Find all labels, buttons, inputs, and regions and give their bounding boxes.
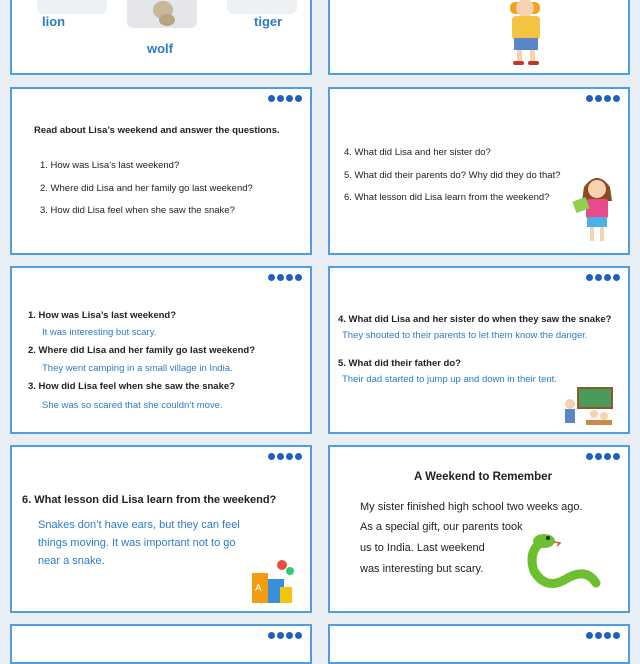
slide-dots [268,95,302,102]
dot-icon [277,632,284,639]
dot-icon [268,453,275,460]
dot-icon [613,95,620,102]
dot-icon [268,632,275,639]
dot-icon [295,632,302,639]
answer-3: She was so scared that she couldn’t move. [42,400,223,411]
slide-answers-2 [328,266,630,434]
slide-answer-6 [10,445,312,613]
girl-with-book-illustration [572,169,622,249]
slide-questions-1 [10,87,312,255]
story-line-3: us to India. Last weekend [360,542,485,554]
dot-icon [277,95,284,102]
dot-icon [613,453,620,460]
dot-icon [268,95,275,102]
question-6: 6. What lesson did Lisa learn from the weekend? [22,494,277,506]
question-3: 3. How did Lisa feel when she saw the snake? [40,205,235,216]
answer-1: It was interesting but scary. [42,327,157,338]
tiger-image [227,0,297,14]
answer-2: They went camping in a small village in India. [42,363,233,374]
lion-image [37,0,107,14]
dot-icon [604,274,611,281]
question-5: 5. What did their father do? [338,358,461,369]
slide-dots [586,453,620,460]
dot-icon [586,274,593,281]
answer-6-line-2: things moving. It was important not to go [38,537,236,549]
dot-icon [604,632,611,639]
story-line-2: As a special gift, our parents took [360,521,523,533]
question-2: 2. Where did Lisa and her family go last weekend? [28,345,256,356]
dot-icon [268,274,275,281]
dot-icon [295,274,302,281]
question-5: 5. What did their parents do? Why did they do that? [344,170,561,181]
dot-icon [613,274,620,281]
slide-animals [10,0,312,75]
animal-label-lion: lion [42,14,66,29]
question-1: 1. How was Lisa’s last weekend? [40,160,180,171]
answer-5: Their dad started to jump up and down in their tent. [342,374,557,385]
books-illustration [250,557,296,609]
dot-icon [595,632,602,639]
dot-icon [286,274,293,281]
dot-icon [286,95,293,102]
answer-6-line-3: near a snake. [38,555,105,567]
question-1: 1. How was Lisa’s last weekend? [28,310,177,321]
dot-icon [277,453,284,460]
story-line-4: was interesting but scary. [360,563,484,575]
answer-4: They shouted to their parents to let them know the danger. [342,330,588,341]
story-title: A Weekend to Remember [414,471,553,483]
dot-icon [286,453,293,460]
slide-partial-right [328,624,630,664]
svg-text:A: A [255,583,262,594]
question-4: 4. What did Lisa and her sister do when they saw the snake? [338,314,612,325]
slide-partial-left [10,624,312,664]
slide-dots [268,632,302,639]
dot-icon [286,632,293,639]
slide-dots [268,453,302,460]
question-4: 4. What did Lisa and her sister do? [344,147,491,158]
wolf-icon [127,0,197,28]
slide-answers-1 [10,266,312,434]
dot-icon [586,95,593,102]
dot-icon [613,632,620,639]
story-line-1: My sister finished high school two weeks ago. [360,501,583,513]
dot-icon [604,453,611,460]
dot-icon [295,453,302,460]
dot-icon [586,453,593,460]
dot-icon [595,274,602,281]
dot-icon [295,95,302,102]
snake-illustration [526,531,606,593]
reading-instruction: Read about Lisa’s weekend and answer the questions. [34,125,280,136]
wolf-image [127,0,197,28]
slide-dots [586,274,620,281]
slide-questions-2 [328,87,630,255]
dot-icon [604,95,611,102]
question-2: 2. Where did Lisa and her family go last weekend? [40,183,253,194]
question-6: 6. What lesson did Lisa learn from the weekend? [344,192,550,203]
slide-girl [328,0,630,75]
answer-6-line-1: Snakes don’t have ears, but they can feel [38,519,240,531]
question-3: 3. How did Lisa feel when she saw the snake? [28,381,235,392]
slide-story [328,445,630,613]
dot-icon [277,274,284,281]
dot-icon [595,453,602,460]
animal-label-wolf: wolf [147,41,173,56]
slide-dots [268,274,302,281]
dot-icon [595,95,602,102]
dot-icon [586,632,593,639]
classroom-illustration [560,386,616,430]
slide-dots [586,95,620,102]
girl-illustration [498,0,568,75]
slide-dots [586,632,620,639]
animal-label-tiger: tiger [254,14,283,29]
